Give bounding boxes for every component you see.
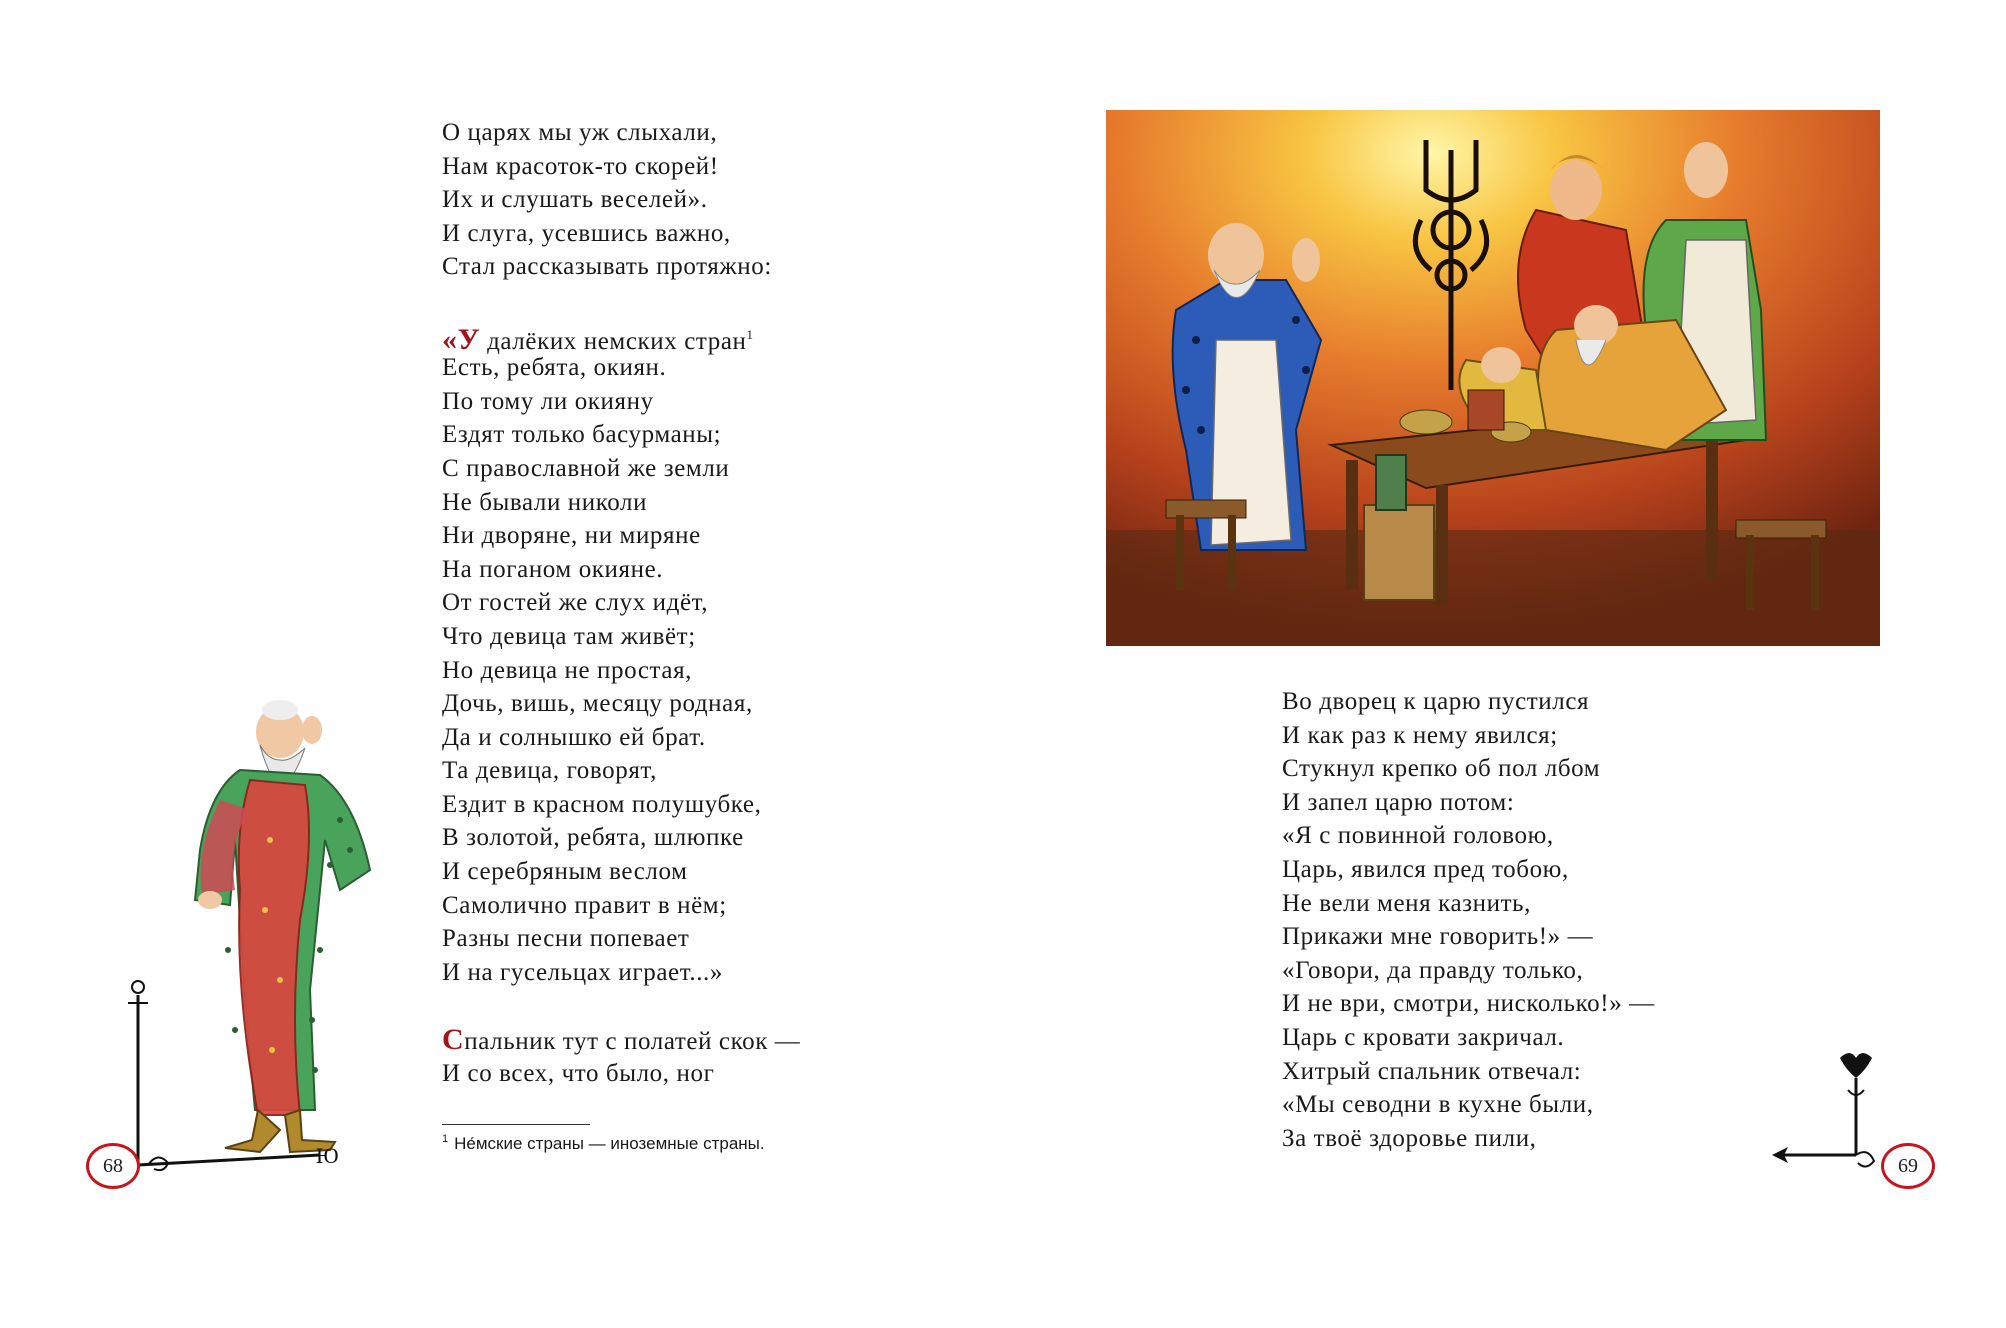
verse-line: Есть, ребята, окиян. bbox=[442, 354, 667, 382]
footnote bbox=[442, 1133, 765, 1154]
verse-line: И серебряным веслом bbox=[442, 858, 688, 886]
verse-line: Не бывали николи bbox=[442, 488, 648, 516]
left-page-verse bbox=[442, 116, 800, 1090]
verse-line: О царях мы уж слыхали, bbox=[442, 119, 718, 146]
footnote-rule bbox=[442, 1124, 590, 1125]
verse-line: Да и солнышко ей брат. bbox=[442, 723, 706, 751]
verse-line: От гостей же слух идёт, bbox=[442, 589, 709, 617]
verse-line: Во дворец к царю пустился bbox=[1282, 688, 1590, 715]
verse-line: «Я с повинной головою, bbox=[1282, 822, 1554, 850]
verse-line: «Говори, да правду только, bbox=[1282, 956, 1584, 984]
verse-line: «Мы севодни в кухне были, bbox=[1282, 1091, 1594, 1119]
page-number-right: 69 bbox=[1881, 1143, 1935, 1189]
verse-line: И не ври, смотри, нисколько!» — bbox=[1282, 990, 1655, 1018]
stanza-1 bbox=[442, 116, 800, 284]
verse-line: Та девица, говорят, bbox=[442, 757, 657, 785]
verse-line: Нам красоток-то скорей! bbox=[442, 152, 719, 180]
verse-line: Хитрый спальник отвечал: bbox=[1282, 1057, 1582, 1085]
footnote-number: 1 bbox=[442, 1133, 449, 1145]
verse-line-dropcap: Спальник тут с полатей скок — bbox=[442, 1023, 801, 1057]
verse-line: И со всех, что было, ног bbox=[442, 1059, 715, 1087]
verse-line: Ездит в красном полушубке, bbox=[442, 790, 762, 818]
verse-line: Но девица не простая, bbox=[442, 656, 693, 684]
verse-line: И как раз к нему явился; bbox=[1282, 721, 1558, 749]
verse-line: Самолично правит в нём; bbox=[442, 891, 727, 919]
heart-ornament bbox=[1840, 1053, 1872, 1078]
right-page-verse bbox=[1282, 685, 1655, 1155]
verse-line: И слуга, усевшись важно, bbox=[442, 219, 731, 247]
footnote-mark[interactable]: 1 bbox=[746, 326, 754, 342]
verse-line: Стал рассказывать протяжно: bbox=[442, 253, 772, 281]
verse-line: Прикажи мне говорить!» — bbox=[1282, 923, 1594, 951]
verse-line: Стукнул крепко об пол лбом bbox=[1282, 755, 1601, 783]
verse-line: С православной же земли bbox=[442, 454, 730, 482]
verse-line: На поганом окияне. bbox=[442, 555, 664, 583]
kitchen-scene-illustration bbox=[1106, 110, 1880, 646]
verse-line: И на гусельцах играет...» bbox=[442, 958, 724, 986]
stanza-3 bbox=[442, 1023, 800, 1090]
footnote-text: Не́мские страны — иноземные страны. bbox=[454, 1134, 765, 1153]
verse-line: Не вели меня казнить, bbox=[1282, 889, 1531, 917]
verse-line: Царь, явился пред тобою, bbox=[1282, 855, 1569, 883]
verse-line: За твоё здоровье пили, bbox=[1282, 1124, 1537, 1152]
verse-line: Что девица там живёт; bbox=[442, 622, 696, 650]
verse-line: В золотой, ребята, шлюпке bbox=[442, 824, 744, 852]
page-number-left: 68 bbox=[86, 1143, 140, 1189]
verse-line: Царь с кровати закричал. bbox=[1282, 1023, 1565, 1051]
stanza-2 bbox=[442, 318, 800, 990]
verse-line: По тому ли окияну bbox=[442, 387, 654, 415]
verse-line: Разны песни попевает bbox=[442, 925, 690, 953]
verse-line-dropcap: «У далёких немских стран$^1$ bbox=[442, 322, 754, 356]
verse-line: И запел царю потом: bbox=[1282, 788, 1515, 816]
corner-ornament bbox=[120, 975, 350, 1180]
verse-line: Ездят только басурманы; bbox=[442, 421, 722, 449]
dropcap: «У bbox=[442, 322, 481, 356]
verse-line: Ни дворяне, ни миряне bbox=[442, 522, 701, 550]
verse-line: Их и слушать веселей». bbox=[442, 186, 708, 214]
verse-line: Дочь, вишь, месяцу родная, bbox=[442, 690, 753, 718]
dropcap: С bbox=[442, 1023, 465, 1057]
arrow-ornament bbox=[1772, 1050, 1882, 1180]
svg-text:Ю: Ю bbox=[316, 1143, 339, 1168]
